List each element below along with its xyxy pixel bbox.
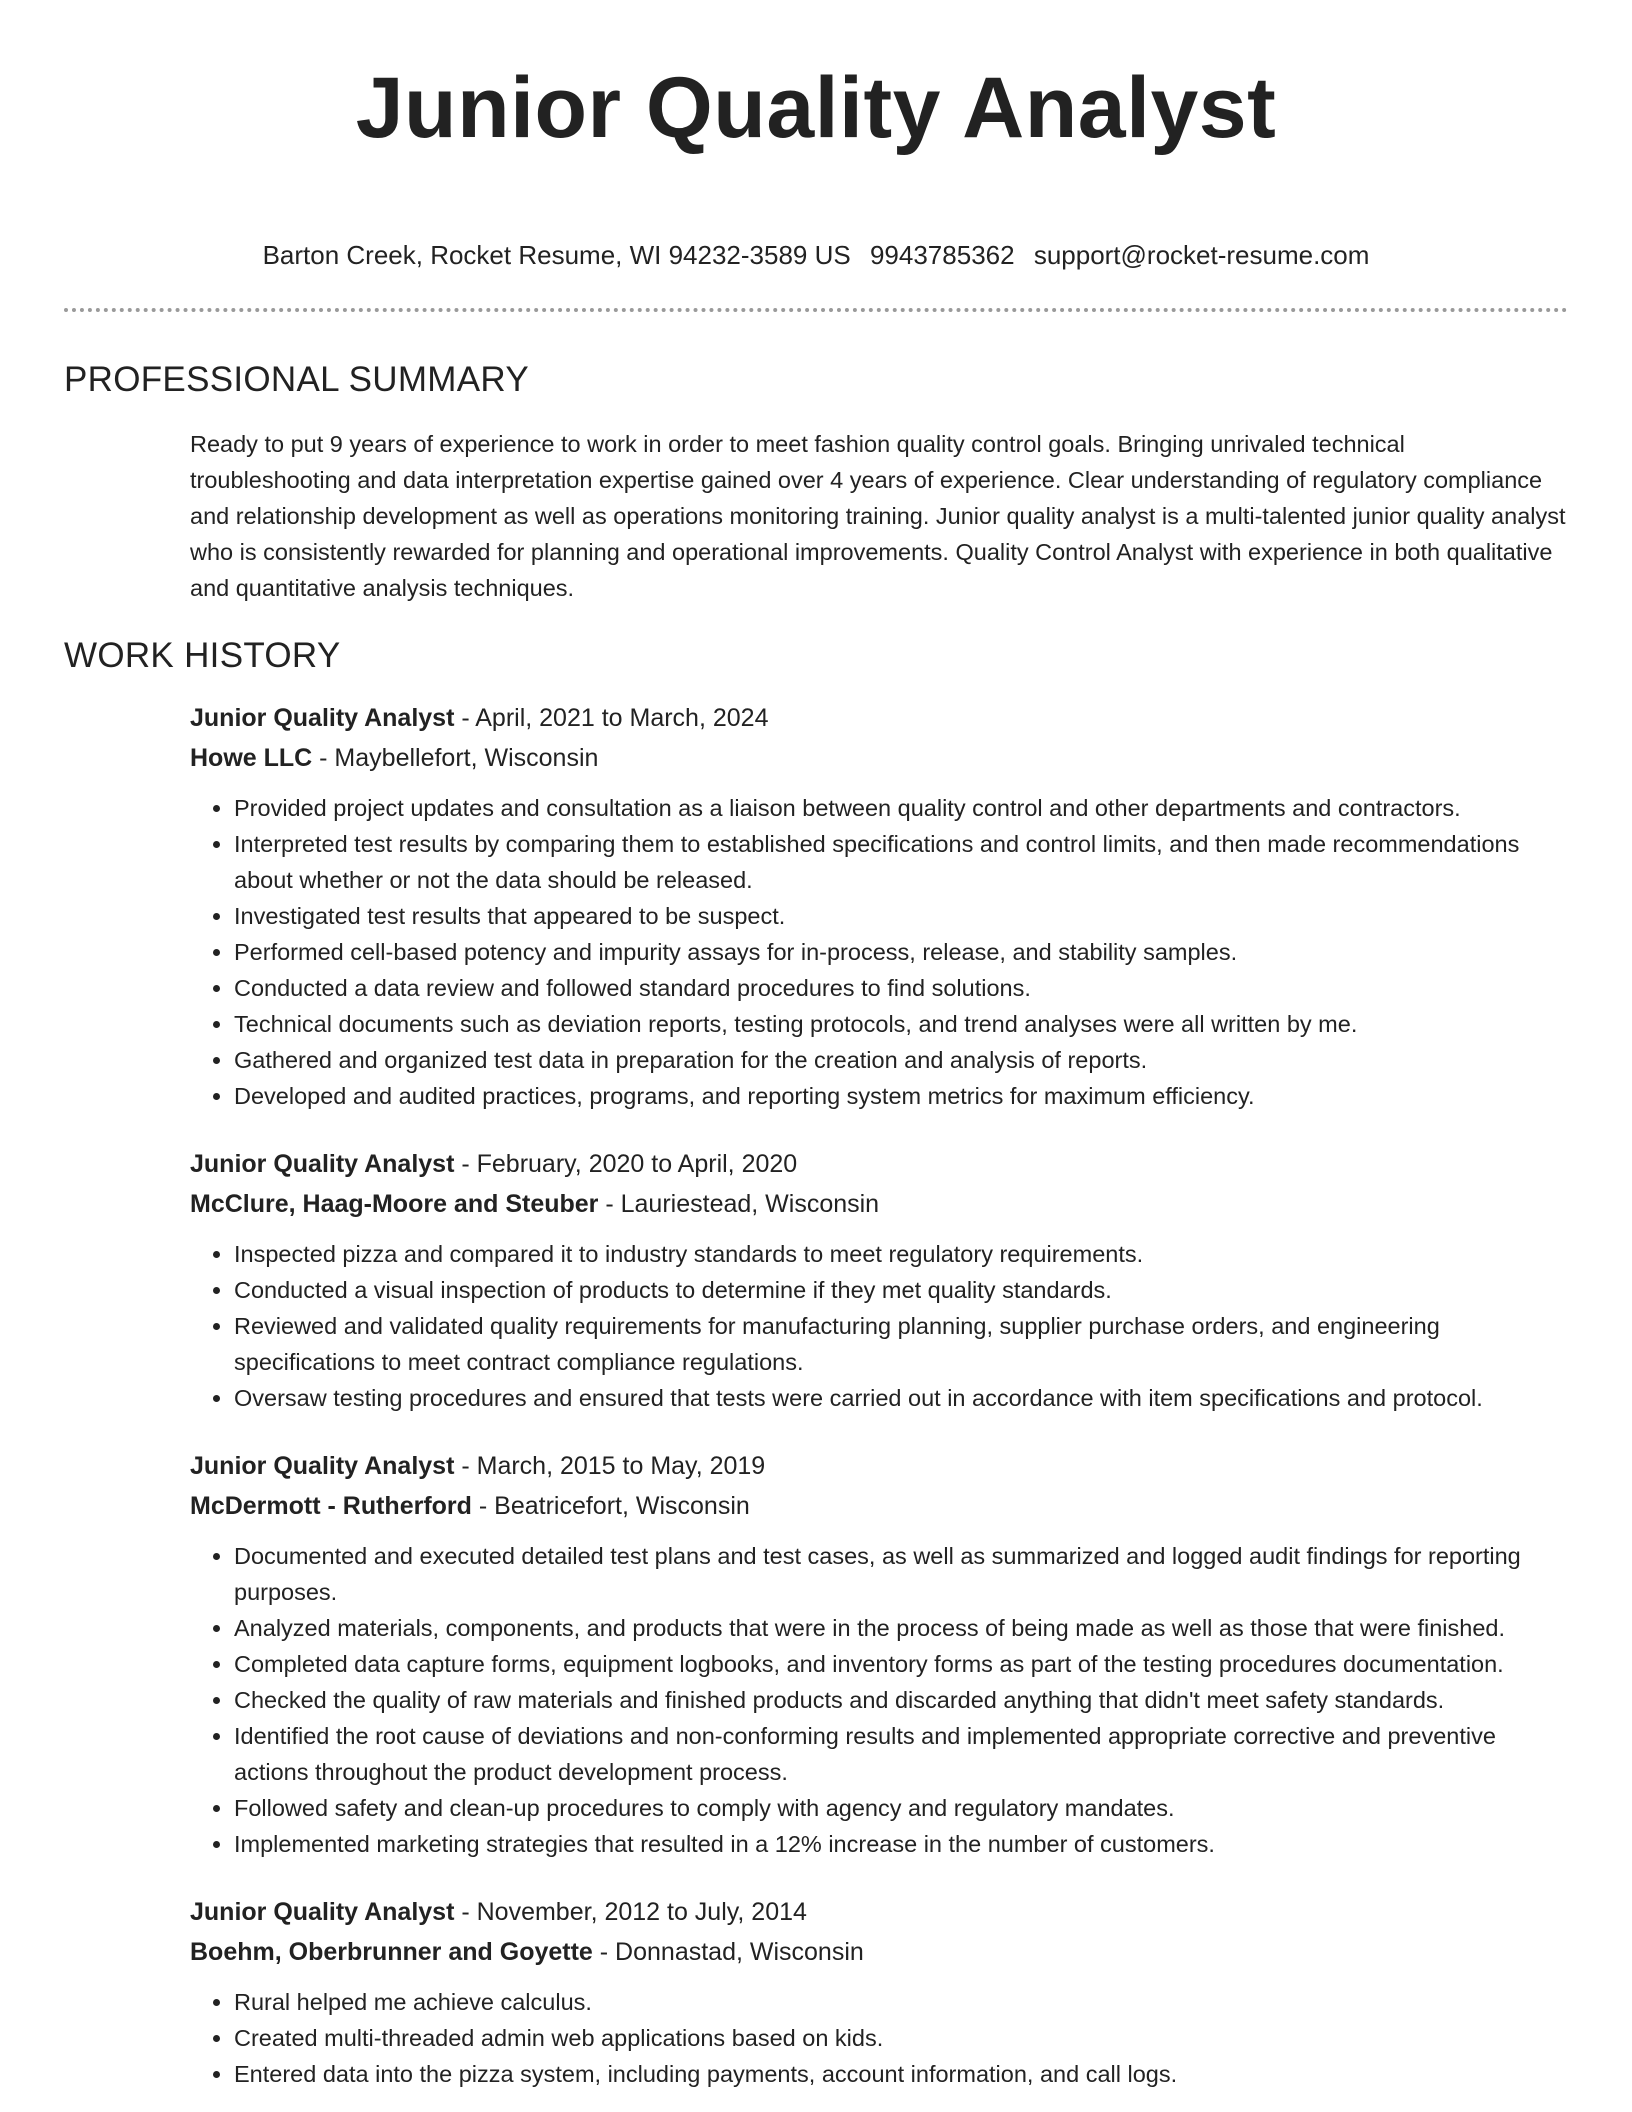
job-dates: - November, 2012 to July, 2014 — [454, 1898, 807, 1926]
contact-phone: 9943785362 — [869, 240, 1015, 270]
job-dates: - March, 2015 to May, 2019 — [454, 1452, 766, 1480]
job-location: - Donnastad, Wisconsin — [592, 1938, 864, 1966]
duty-item: • Provided project updates and consultation as a liaison between quality control and other departments and contractors. — [234, 790, 1568, 826]
job-position: Junior Quality Analyst — [190, 1452, 455, 1480]
duty-item: • Developed and audited practices, programs, and reporting system metrics for maximum efficiency. — [234, 1078, 1568, 1114]
job-duties — [190, 1538, 1568, 1862]
duty-item: • Documented and executed detailed test plans and test cases, as well as summarized and logged audit findings for reporting purposes. — [234, 1538, 1568, 1610]
job-dates: - February, 2020 to April, 2020 — [454, 1150, 798, 1178]
duty-item: • Created multi-threaded admin web applications based on kids. — [234, 2020, 1568, 2056]
job-position-line — [190, 1144, 1568, 1184]
job-dates: - April, 2021 to March, 2024 — [454, 704, 769, 732]
work-history-heading: WORK HISTORY — [64, 636, 341, 675]
contact-line — [64, 238, 1568, 272]
job-location: - Maybellefort, Wisconsin — [312, 744, 599, 772]
duty-item: • Inspected pizza and compared it to industry standards to meet regulatory requirements. — [234, 1236, 1568, 1272]
duty-item: • Entered data into the pizza system, including payments, account information, and call logs. — [234, 2056, 1568, 2092]
job-position-line — [190, 1892, 1568, 1932]
duty-item: • Conducted a data review and followed standard procedures to find solutions. — [234, 970, 1568, 1006]
duty-item: • Reviewed and validated quality requirements for manufacturing planning, supplier purchase orders, and engineering specifications to meet contract compliance regulations. — [234, 1308, 1568, 1380]
duty-item: • Oversaw testing procedures and ensured that tests were carried out in accordance with item specifications and protocol. — [234, 1380, 1568, 1416]
duty-item: • Analyzed materials, components, and products that were in the process of being made as well as those that were finished. — [234, 1610, 1568, 1646]
job-company: Howe LLC — [190, 744, 313, 772]
job-location: - Lauriestead, Wisconsin — [598, 1190, 880, 1218]
duty-item: • Implemented marketing strategies that resulted in a 12% increase in the number of customers. — [234, 1826, 1568, 1862]
contact-email: support@rocket-resume.com — [1033, 240, 1370, 270]
job-position-line — [190, 1446, 1568, 1486]
job-company-line — [190, 738, 1568, 778]
summary-heading: PROFESSIONAL SUMMARY — [64, 360, 529, 399]
resume-title: Junior Quality Analyst — [355, 60, 1277, 156]
job-company-line — [190, 1932, 1568, 1972]
job-entry — [190, 1144, 1568, 1416]
duty-item: • Investigated test results that appeared to be suspect. — [234, 898, 1568, 934]
job-position: Junior Quality Analyst — [190, 1150, 455, 1178]
job-position-line — [190, 698, 1568, 738]
header-divider — [64, 308, 1568, 312]
duty-item: • Gathered and organized test data in preparation for the creation and analysis of reports. — [234, 1042, 1568, 1078]
duty-item: • Interpreted test results by comparing them to established specifications and control limits, and then made recommendations about whether or not the data should be released. — [234, 826, 1568, 898]
summary-text: Ready to put 9 years of experience to work in order to meet fashion quality control goals. Bringing unrivaled technical troubleshooting and data interpretation expertise gained over 4 years of experience. Clear understanding of regulatory compliance and relationship development as well as operations monitoring training. Junior quality analyst is a multi-talented junior quality analyst who is consistently rewarded for planning and operational improvements. Quality Control Analyst with experience in both qualitative and quantitative analysis techniques. — [190, 431, 1566, 601]
duty-item: • Identified the root cause of deviations and non-conforming results and implemented appropriate corrective and preventive actions throughout the product development process. — [234, 1718, 1568, 1790]
duty-item: • Conducted a visual inspection of products to determine if they met quality standards. — [234, 1272, 1568, 1308]
job-entry — [190, 1892, 1568, 2092]
job-company-line — [190, 1184, 1568, 1224]
job-duties — [190, 790, 1568, 1114]
duty-item: • Followed safety and clean-up procedures to comply with agency and regulatory mandates. — [234, 1790, 1568, 1826]
contact-address: Barton Creek, Rocket Resume, WI 94232-3589 US — [262, 240, 851, 270]
job-company: Boehm, Oberbrunner and Goyette — [190, 1938, 593, 1966]
duty-item: • Rural helped me achieve calculus. — [234, 1984, 1568, 2020]
job-position: Junior Quality Analyst — [190, 704, 455, 732]
job-company: McDermott - Rutherford — [190, 1492, 472, 1520]
job-duties — [190, 1236, 1568, 1416]
job-location: - Beatricefort, Wisconsin — [471, 1492, 750, 1520]
job-company: McClure, Haag-Moore and Steuber — [190, 1190, 599, 1218]
duty-item: • Technical documents such as deviation reports, testing protocols, and trend analyses were all written by me. — [234, 1006, 1568, 1042]
job-position: Junior Quality Analyst — [190, 1898, 455, 1926]
duty-item: • Performed cell-based potency and impurity assays for in-process, release, and stability samples. — [234, 934, 1568, 970]
job-duties — [190, 1984, 1568, 2092]
job-company-line — [190, 1486, 1568, 1526]
job-entry — [190, 1446, 1568, 1862]
job-entry — [190, 698, 1568, 1114]
duty-item: • Completed data capture forms, equipment logbooks, and inventory forms as part of the testing procedures documentation. — [234, 1646, 1568, 1682]
duty-item: • Checked the quality of raw materials and finished products and discarded anything that didn't meet safety standards. — [234, 1682, 1568, 1718]
resume-page — [64, 0, 1568, 2092]
